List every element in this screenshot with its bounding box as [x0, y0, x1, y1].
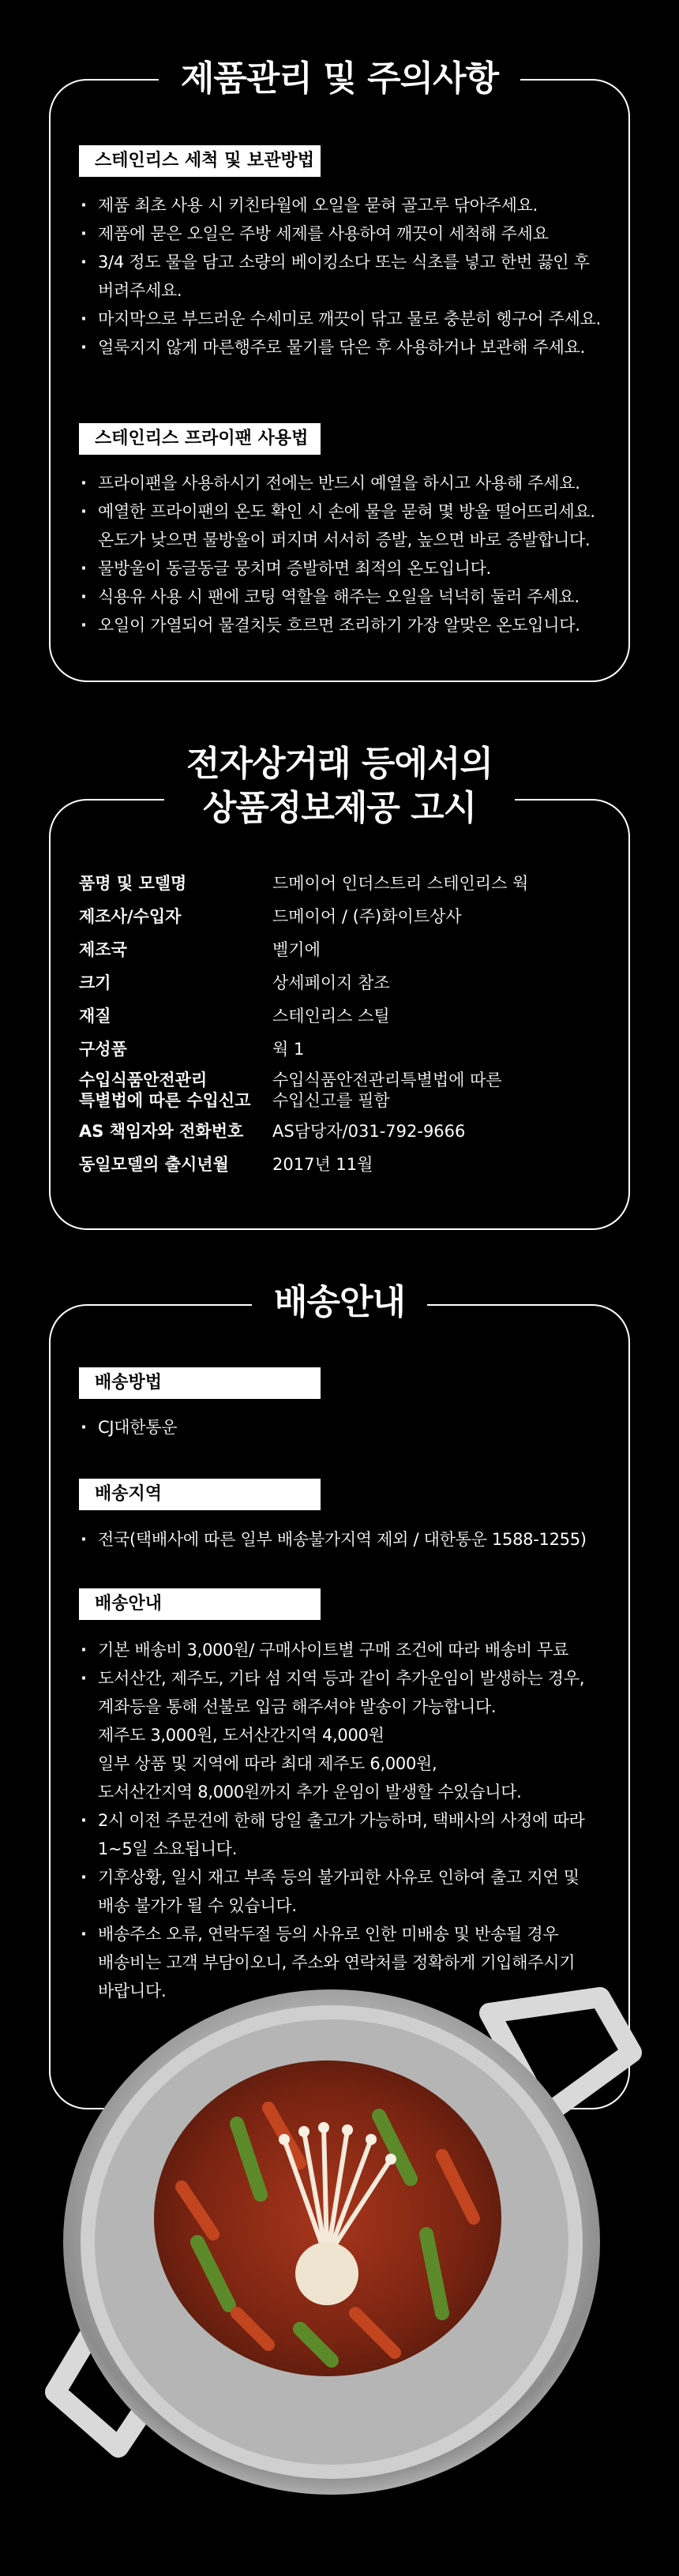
table-row	[79, 1148, 616, 1181]
table-row	[79, 867, 616, 900]
spec-value: 수입식품안전관리특별법에 따른 수입신고를 필함	[272, 1071, 502, 1110]
spec-key: 크기	[79, 973, 111, 992]
spec-key: 품명 및 모델명	[79, 874, 187, 893]
notice-title-line2: 상품정보제공 고시	[203, 786, 476, 831]
list-item-line: · 오일이 가열되어 물결치듯 흐르면 조리하기 가장 알맞은 온도입니다.	[98, 616, 580, 635]
shipping-info-list	[79, 1636, 616, 2005]
list-item-line: · 도서산간, 제주도, 기타 섬 지역 등과 같이 추가운임이 발생하는 경우,	[98, 1669, 585, 1688]
list-item	[79, 554, 616, 583]
list-item-line: · 프라이팬을 사용하시기 전에는 반드시 예열을 하시고 사용해 주세요.	[98, 474, 580, 493]
list-item-line: · 물방울이 동글동글 뭉치며 증발하면 최적의 온도입니다.	[98, 559, 491, 578]
list-item	[79, 1413, 616, 1442]
table-row	[79, 966, 616, 999]
list-item	[79, 1636, 616, 1664]
notice-title-line1: 전자상거래 등에서의	[186, 742, 493, 786]
spec-key: 재질	[79, 1007, 111, 1026]
list-item-line: · 기본 배송비 3,000원/ 구매사이트별 구매 조건에 따라 배송비 무료	[98, 1640, 569, 1659]
table-row	[79, 999, 616, 1033]
list-item-line: · CJ대한통운	[98, 1418, 178, 1437]
list-item-line: 계좌등을 통해 선불로 입금 해주셔야 발송이 가능합니다.	[98, 1697, 497, 1716]
list-item	[79, 583, 616, 611]
list-item-line: 온도가 낮으면 물방울이 퍼지며 서서히 증발, 높으면 바로 증발합니다.	[98, 531, 591, 549]
table-row	[79, 933, 616, 966]
table-row	[79, 1115, 616, 1148]
shipping-region-list	[79, 1525, 616, 1554]
list-item-line: · 예열한 프라이팬의 온도 확인 시 손에 물을 묻혀 몇 방울 떨어뜨리세요.	[98, 502, 595, 521]
spec-value: 스테인리스 스틸	[272, 1007, 390, 1026]
list-item-line: · 얼룩지지 않게 마른행주로 물기를 닦은 후 사용하거나 보관해 주세요.	[98, 338, 585, 357]
spec-value: 벨기에	[272, 940, 321, 959]
spec-value: 2017년 11월	[272, 1155, 373, 1174]
usage-list	[79, 469, 616, 639]
list-item-line: · 기후상황, 일시 재고 부족 등의 불가피한 사유로 인하여 출고 지연 및	[98, 1868, 580, 1887]
list-item	[79, 1806, 616, 1863]
list-item-line: 바랍니다.	[98, 1982, 167, 2000]
spec-key: 동일모델의 출시년월	[79, 1155, 229, 1174]
list-item-line: · 배송주소 오류, 연락두절 등의 사유로 인한 미배송 및 반송될 경우	[98, 1925, 559, 1944]
spec-value: 상세페이지 참조	[272, 973, 390, 992]
cleaning-label: 스테인리스 세척 및 보관방법	[79, 145, 321, 177]
shipping-title: 배송안내	[0, 1279, 679, 1326]
list-item-line: 제주도 3,000원, 도서산간지역 4,000원	[98, 1726, 385, 1745]
list-item-line: · 마지막으로 부드러운 수세미로 깨끗이 닦고 물로 충분히 헹구어 주세요.	[98, 309, 601, 328]
spec-key: 수입식품안전관리 특별법에 따른 수입신고	[79, 1071, 251, 1110]
list-item-line: 배송비는 고객 부담이오니, 주소와 연락처를 정확하게 기입해주시기	[98, 1953, 576, 1972]
list-item-line: 배송 불가가 될 수 있습니다.	[98, 1896, 297, 1915]
table-row	[79, 900, 616, 933]
list-item-line: · 제품 최초 사용 시 키친타월에 오일을 묻혀 골고루 닦아주세요.	[98, 196, 538, 215]
list-item	[79, 1525, 616, 1554]
list-item	[79, 469, 616, 497]
spec-key: 제조국	[79, 940, 127, 959]
list-item	[79, 1863, 616, 1920]
list-item	[79, 333, 616, 362]
wok-product-image	[0, 1982, 679, 2576]
list-item	[79, 248, 616, 305]
table-row	[79, 1066, 616, 1115]
list-item	[79, 1664, 616, 1806]
list-item	[79, 191, 616, 219]
shipping-method-list	[79, 1413, 616, 1442]
list-item-line: · 전국(택배사에 따른 일부 배송불가지역 제외 / 대한통운 1588-1255)	[98, 1530, 587, 1549]
list-item-line: · 3/4 정도 물을 담고 소량의 베이킹소다 또는 식초를 넣고 한번 끓인 후	[98, 253, 590, 272]
list-item	[79, 611, 616, 639]
list-item-line: 일부 상품 및 지역에 따라 최대 제주도 6,000원,	[98, 1754, 437, 1773]
notice-table	[79, 867, 616, 1181]
usage-label: 스테인리스 프라이팬 사용법	[79, 423, 321, 455]
shipping-region-label: 배송지역	[79, 1479, 321, 1510]
shipping-info-label: 배송안내	[79, 1588, 321, 1620]
spec-value: 드메이어 / (주)화이트상사	[272, 907, 462, 926]
shipping-method-label: 배송방법	[79, 1367, 321, 1399]
table-row	[79, 1033, 616, 1066]
cleaning-list	[79, 191, 616, 362]
list-item	[79, 219, 616, 248]
care-title: 제품관리 및 주의사항	[0, 55, 679, 103]
spec-key: 구성품	[79, 1040, 127, 1059]
list-item	[79, 305, 616, 333]
list-item-line: 1~5일 소요됩니다.	[98, 1839, 238, 1858]
list-item-line: · 2시 이전 주문건에 한해 당일 출고가 가능하며, 택배사의 사정에 따라	[98, 1811, 585, 1830]
list-item-line: 버려주세요.	[98, 281, 182, 300]
spec-value: 웍 1	[272, 1040, 305, 1059]
list-item-line: · 식용유 사용 시 팬에 코팅 역할을 해주는 오일을 넉넉히 둘러 주세요.	[98, 587, 580, 606]
list-item-line: 도서산간지역 8,000원까지 추가 운임이 발생할 수있습니다.	[98, 1783, 522, 1802]
notice-title	[0, 742, 679, 831]
list-item	[79, 497, 616, 554]
spec-key: AS 책임자와 전화번호	[79, 1122, 244, 1141]
spec-key: 제조사/수입자	[79, 907, 182, 926]
spec-value: 드메이어 인더스트리 스테인리스 웍	[272, 874, 529, 893]
spec-value: AS담당자/031-792-9666	[272, 1122, 466, 1141]
list-item-line: · 제품에 묻은 오일은 주방 세제를 사용하여 깨끗이 세척해 주세요	[98, 224, 549, 243]
